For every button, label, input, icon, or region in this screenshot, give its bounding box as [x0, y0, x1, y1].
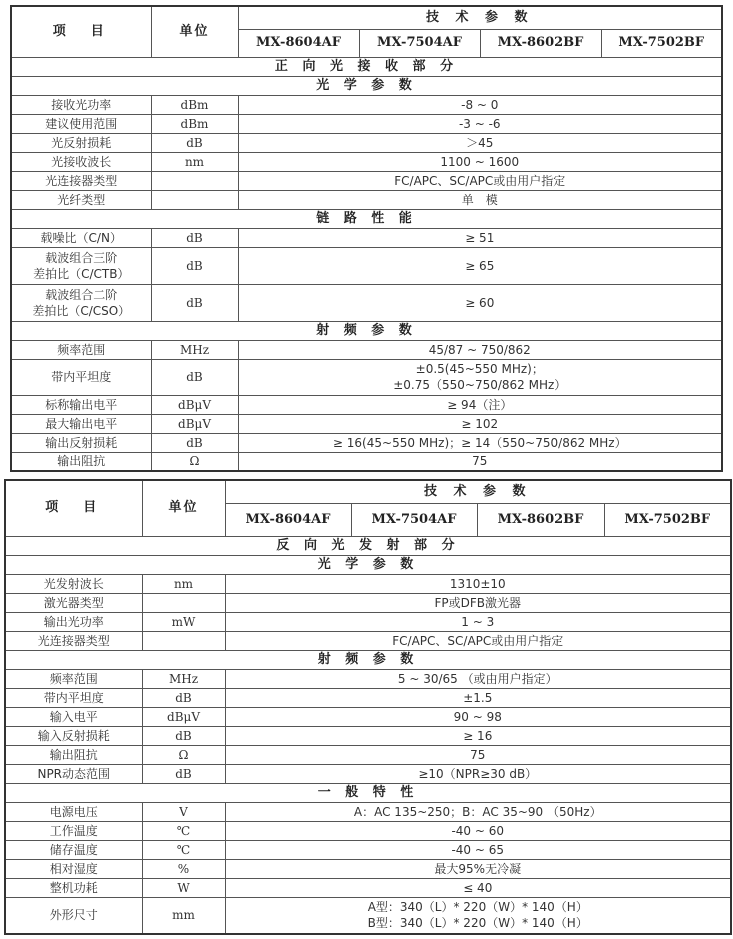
section-title: 光 学 参 数	[5, 555, 731, 574]
table-row	[5, 840, 731, 859]
table-row	[5, 726, 731, 745]
table-row	[11, 190, 722, 209]
param-unit: mW	[142, 612, 225, 631]
model-header: MX-7502BF	[601, 29, 722, 57]
param-unit	[151, 190, 238, 209]
table-row	[11, 452, 722, 471]
param-value: 1 ~ 3	[225, 612, 731, 631]
param-name: 电源电压	[5, 802, 142, 821]
table-row	[5, 688, 731, 707]
param-value: FP或DFB激光器	[225, 593, 731, 612]
param-value: 最大95%无冷凝	[225, 859, 731, 878]
param-name: 外形尺寸	[5, 897, 142, 934]
param-value: ≥ 65	[238, 247, 722, 284]
table-row	[11, 395, 722, 414]
param-name-line: 载波组合二阶	[45, 287, 118, 302]
table-row	[11, 152, 722, 171]
param-value: FC/APC、SC/APC或由用户指定	[238, 171, 722, 190]
param-unit	[142, 593, 225, 612]
param-unit	[151, 171, 238, 190]
param-name-line: 差拍比（C/CTB）	[33, 266, 130, 281]
table-row	[5, 574, 731, 593]
param-unit: dBm	[151, 114, 238, 133]
model-header: MX-8604AF	[238, 29, 359, 57]
part-title: 正 向 光 接 收 部 分	[11, 57, 722, 76]
param-unit: nm	[151, 152, 238, 171]
param-unit: mm	[142, 897, 225, 934]
param-unit: V	[142, 802, 225, 821]
param-name: 激光器类型	[5, 593, 142, 612]
param-name: NPR动态范围	[5, 764, 142, 783]
param-name: 整机功耗	[5, 878, 142, 897]
model-header: MX-8604AF	[225, 503, 351, 536]
param-unit: MHz	[151, 340, 238, 359]
param-value: ≥ 102	[238, 414, 722, 433]
table-row	[5, 669, 731, 688]
param-name: 光反射损耗	[11, 133, 151, 152]
param-unit: dB	[151, 359, 238, 395]
param-name: 光纤类型	[11, 190, 151, 209]
param-name: 接收光功率	[11, 95, 151, 114]
param-name: 输出光功率	[5, 612, 142, 631]
table-row	[5, 802, 731, 821]
param-name: 相对湿度	[5, 859, 142, 878]
forward-spec-table	[10, 5, 723, 472]
param-name: 输出阻抗	[5, 745, 142, 764]
table-row	[5, 593, 731, 612]
param-value-line: ±0.5(45~550 MHz)；	[415, 362, 544, 376]
param-value: ≥ 16	[225, 726, 731, 745]
param-unit	[142, 631, 225, 650]
param-unit: dB	[151, 133, 238, 152]
param-name: 输入反射损耗	[5, 726, 142, 745]
model-header: MX-7502BF	[604, 503, 731, 536]
param-unit: dBμV	[151, 395, 238, 414]
param-value: ≥ 94（注）	[238, 395, 722, 414]
model-header: MX-8602BF	[480, 29, 601, 57]
table-row	[11, 171, 722, 190]
table-row	[11, 414, 722, 433]
param-unit: MHz	[142, 669, 225, 688]
param-unit: nm	[142, 574, 225, 593]
table-row	[5, 745, 731, 764]
table-row	[11, 228, 722, 247]
param-name: 输入电平	[5, 707, 142, 726]
param-name: 标称输出电平	[11, 395, 151, 414]
tech-params-header: 技 术 参 数	[238, 6, 722, 29]
model-header: MX-8602BF	[477, 503, 604, 536]
param-value: 75	[225, 745, 731, 764]
param-name: 频率范围	[11, 340, 151, 359]
param-name: 载噪比（C/N）	[11, 228, 151, 247]
param-name: 储存温度	[5, 840, 142, 859]
table-row	[5, 859, 731, 878]
table-row	[5, 897, 731, 934]
param-value: 45/87 ~ 750/862	[238, 340, 722, 359]
table-row	[5, 707, 731, 726]
param-value-line: A型：340（L）* 220（W）* 140（H）	[367, 900, 588, 915]
param-value: 75	[238, 452, 722, 471]
param-name: 建议使用范围	[11, 114, 151, 133]
param-unit: %	[142, 859, 225, 878]
param-unit: W	[142, 878, 225, 897]
param-value: 1100 ~ 1600	[238, 152, 722, 171]
param-value: ≤ 40	[225, 878, 731, 897]
table-row	[11, 247, 722, 284]
param-value: 90 ~ 98	[225, 707, 731, 726]
param-name: 最大输出电平	[11, 414, 151, 433]
param-value: -3 ~ -6	[238, 114, 722, 133]
table-row	[11, 95, 722, 114]
unit-header: 单位	[151, 6, 238, 57]
item-header: 项 目	[11, 6, 151, 57]
unit-header: 单位	[142, 480, 225, 536]
reverse-spec-table	[4, 479, 732, 935]
table-row	[11, 284, 722, 321]
param-value: -40 ~ 65	[225, 840, 731, 859]
param-name: 工作温度	[5, 821, 142, 840]
section-title: 射 频 参 数	[11, 321, 722, 340]
param-value: ≥ 16(45~550 MHz)；≥ 14（550~750/862 MHz）	[238, 433, 722, 452]
param-unit: ℃	[142, 840, 225, 859]
param-value-line: B型：340（L）* 220（W）* 140（H）	[367, 916, 588, 931]
param-unit: dBμV	[151, 414, 238, 433]
section-title: 一 般 特 性	[5, 783, 731, 802]
param-unit: Ω	[151, 452, 238, 471]
section-title: 射 频 参 数	[5, 650, 731, 669]
section-title: 光 学 参 数	[11, 76, 722, 95]
part-title: 反 向 光 发 射 部 分	[5, 536, 731, 555]
param-unit: dB	[151, 284, 238, 321]
table-row	[5, 821, 731, 840]
param-unit: ℃	[142, 821, 225, 840]
param-name: 光连接器类型	[5, 631, 142, 650]
param-name-line: 差拍比（C/CSO）	[32, 303, 131, 318]
param-value: 5 ~ 30/65 （或由用户指定）	[225, 669, 731, 688]
table-row	[5, 764, 731, 783]
param-unit: dB	[151, 247, 238, 284]
tech-params-header: 技 术 参 数	[225, 480, 731, 503]
param-value: -8 ~ 0	[238, 95, 722, 114]
param-unit: dB	[142, 726, 225, 745]
param-name: 光接收波长	[11, 152, 151, 171]
table-row	[11, 133, 722, 152]
table-row	[5, 631, 731, 650]
param-value: ±1.5	[225, 688, 731, 707]
param-value: A：AC 135~250；B：AC 35~90 （50Hz）	[225, 802, 731, 821]
model-header: MX-7504AF	[359, 29, 480, 57]
table-row	[11, 340, 722, 359]
param-unit: dBm	[151, 95, 238, 114]
param-value: ≥ 60	[238, 284, 722, 321]
param-unit: dBμV	[142, 707, 225, 726]
param-unit: dB	[151, 228, 238, 247]
param-name: 输出反射损耗	[11, 433, 151, 452]
param-value: 单 模	[238, 190, 722, 209]
param-value: ≥ 51	[238, 228, 722, 247]
param-name-line: 载波组合三阶	[45, 250, 118, 265]
param-value: FC/APC、SC/APC或由用户指定	[225, 631, 731, 650]
table-row	[11, 433, 722, 452]
param-unit: dB	[151, 433, 238, 452]
param-name: 频率范围	[5, 669, 142, 688]
param-unit: Ω	[142, 745, 225, 764]
param-name: 输出阻抗	[11, 452, 151, 471]
param-value: ＞45	[238, 133, 722, 152]
table-row	[5, 612, 731, 631]
model-header: MX-7504AF	[351, 503, 477, 536]
item-header: 项 目	[5, 480, 142, 536]
param-name: 光连接器类型	[11, 171, 151, 190]
param-name	[11, 247, 151, 284]
param-value: ≥10（NPR≥30 dB）	[225, 764, 731, 783]
param-name: 带内平坦度	[5, 688, 142, 707]
param-unit: dB	[142, 688, 225, 707]
param-name	[11, 284, 151, 321]
param-value: 1310±10	[225, 574, 731, 593]
param-value: -40 ~ 60	[225, 821, 731, 840]
param-unit: dB	[142, 764, 225, 783]
param-name: 光发射波长	[5, 574, 142, 593]
param-value	[238, 359, 722, 395]
table-row	[11, 359, 722, 395]
param-name: 带内平坦度	[11, 359, 151, 395]
param-value-line: ±0.75（550~750/862 MHz）	[393, 378, 567, 392]
table-row	[5, 878, 731, 897]
table-row	[11, 114, 722, 133]
section-title: 链 路 性 能	[11, 209, 722, 228]
param-value	[225, 897, 731, 934]
